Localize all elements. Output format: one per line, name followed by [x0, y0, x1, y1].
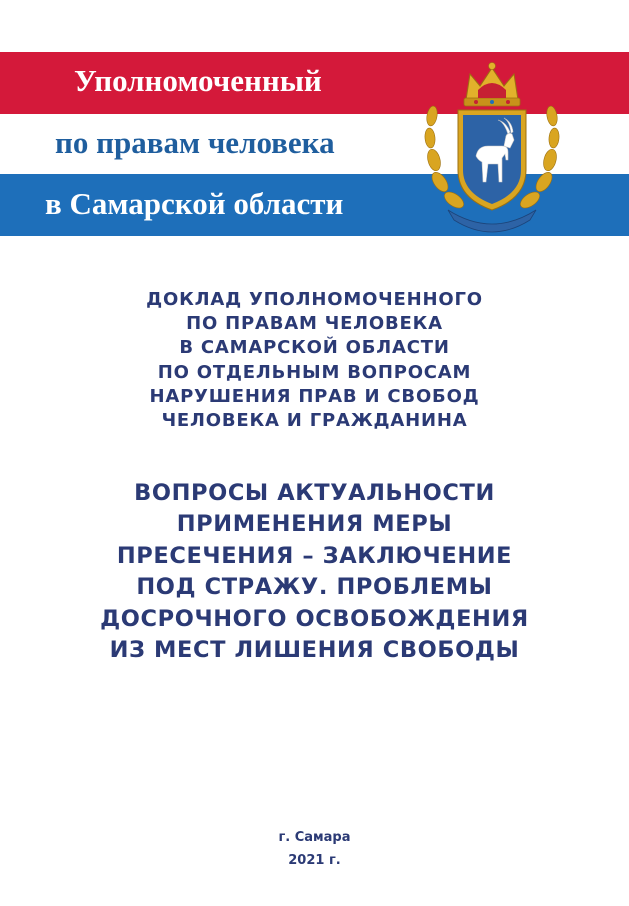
report-title-line: В САМАРСКОЙ ОБЛАСТИ: [179, 337, 450, 359]
footer-year: 2021 г.: [288, 853, 341, 868]
topic-title-line: ВОПРОСЫ АКТУАЛЬНОСТИ: [134, 480, 495, 506]
topic-title-line: ПРЕСЕЧЕНИЯ – ЗАКЛЮЧЕНИЕ: [116, 542, 513, 569]
coat-of-arms-emblem: [418, 60, 566, 236]
report-title: [0, 288, 629, 433]
report-title-line: ПО ПРАВАМ ЧЕЛОВЕКА: [186, 313, 443, 335]
topic-title-line: ПРИМЕНЕНИЯ МЕРЫ: [176, 511, 453, 538]
footer-city: г. Самара: [278, 830, 351, 845]
ribbon-icon: [448, 210, 536, 232]
topic-title-line: ИЗ МЕСТ ЛИШЕНИЯ СВОБОДЫ: [109, 637, 520, 664]
header-title-line1: Уполномоченный: [74, 63, 322, 98]
header-title-line2: по правам человека: [55, 125, 335, 160]
report-title-line: ДОКЛАД УПОЛНОМОЧЕННОГО: [146, 289, 483, 310]
report-title-line: ПО ОТДЕЛЬНЫМ ВОПРОСАМ: [157, 361, 472, 383]
report-title-line: НАРУШЕНИЯ ПРАВ И СВОБОД: [149, 385, 480, 407]
report-title-line: ЧЕЛОВЕКА И ГРАЖДАНИНА: [161, 410, 468, 432]
footer: [0, 826, 629, 872]
topic-title: [0, 478, 629, 666]
topic-title-line: ПОД СТРАЖУ. ПРОБЛЕМЫ: [136, 574, 493, 601]
crown-icon: [464, 63, 520, 107]
topic-title-line: ДОСРОЧНОГО ОСВОБОЖДЕНИЯ: [100, 605, 529, 632]
header-title-line3: в Самарской области: [45, 186, 344, 221]
